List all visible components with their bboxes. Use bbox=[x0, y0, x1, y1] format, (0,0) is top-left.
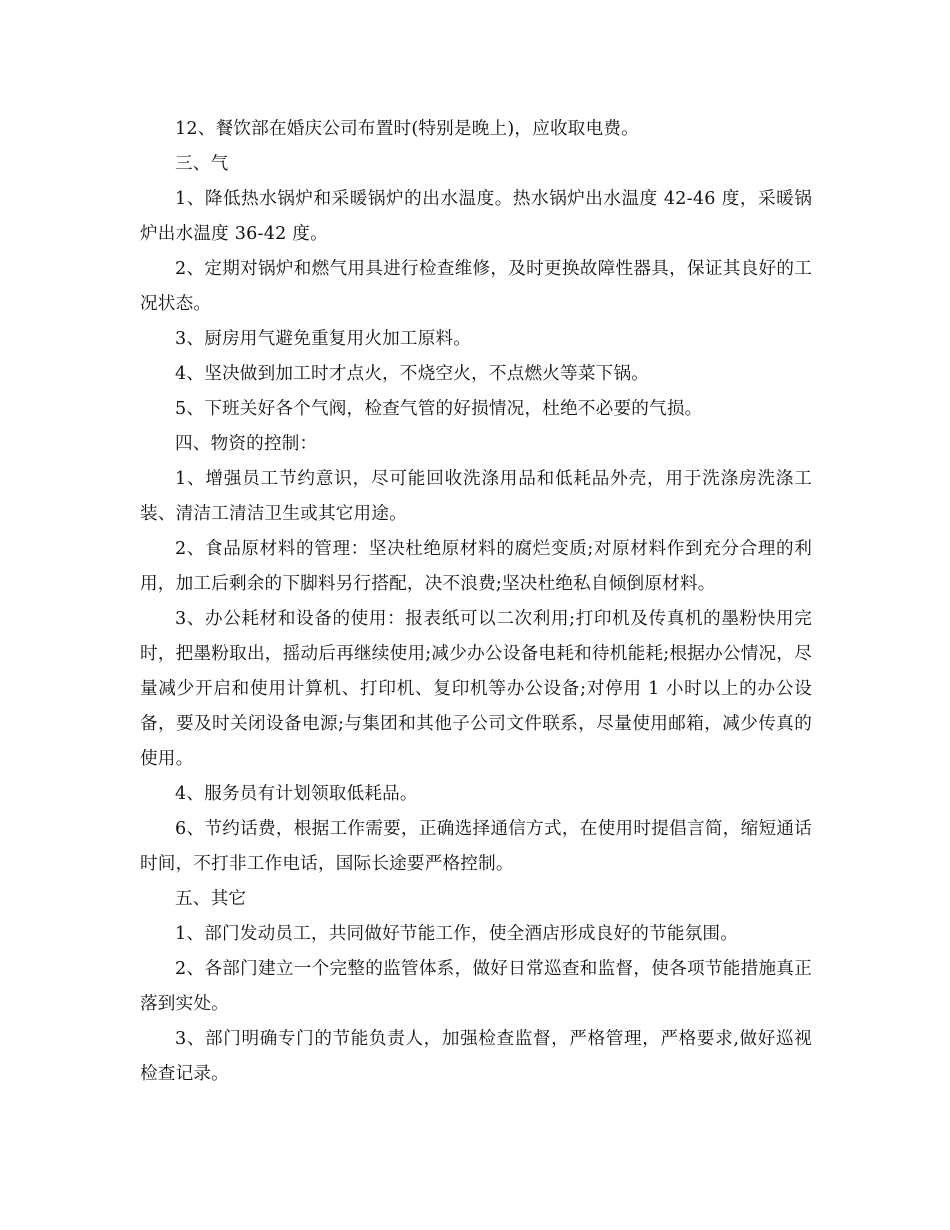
paragraph-materials-3: 3、办公耗材和设备的使用：报表纸可以二次利用;打印机及传真机的墨粉快用完时，把墨粉取出，摇动后再继续使用;减少办公设备电耗和待机能耗;根据办公情况，尽量减少开启和使用计算机、打印机、复印机等办公设备;对停用 1 小时以上的办公设备，要及时关闭设备电源;与集团和其他子公司文件联系，尽量使用邮箱，减少传真的使用。 bbox=[140, 609, 812, 769]
paragraph-other-1: 1、部门发动员工，共同做好节能工作，使全酒店形成良好的节能氛围。 bbox=[175, 924, 739, 944]
paragraph-gas-5: 5、下班关好各个气阀，检查气管的好损情况，杜绝不必要的气损。 bbox=[175, 399, 703, 419]
paragraph-gas-4: 4、坚决做到加工时才点火，不烧空火，不点燃火等菜下锅。 bbox=[175, 364, 650, 384]
document-body bbox=[140, 112, 812, 1092]
section-heading-gas: 三、气 bbox=[175, 154, 229, 174]
section-heading-other: 五、其它 bbox=[175, 889, 247, 909]
paragraph-materials-6: 6、节约话费，根据工作需要，正确选择通信方式，在使用时提倡言简，缩短通话时间，不打非工作电话，国际长途要严格控制。 bbox=[140, 819, 812, 874]
paragraph-materials-4: 4、服务员有计划领取低耗品。 bbox=[175, 784, 418, 804]
paragraph-gas-1: 1、降低热水锅炉和采暖锅炉的出水温度。热水锅炉出水温度 42-46 度，采暖锅炉出水温度 36-42 度。 bbox=[140, 189, 812, 244]
section-heading-materials: 四、物资的控制： bbox=[175, 434, 318, 454]
paragraph-materials-1: 1、增强员工节约意识，尽可能回收洗涤用品和低耗品外壳，用于洗涤房洗涤工装、清洁工清洁卫生或其它用途。 bbox=[140, 469, 812, 524]
paragraph-electricity-fee: 12、餐饮部在婚庆公司布置时(特别是晚上)，应收取电费。 bbox=[175, 119, 639, 139]
paragraph-other-2: 2、各部门建立一个完整的监管体系，做好日常巡查和监督，使各项节能措施真正落到实处。 bbox=[140, 959, 812, 1014]
paragraph-other-3: 3、部门明确专门的节能负责人，加强检查监督，严格管理，严格要求,做好巡视检查记录。 bbox=[140, 1029, 812, 1084]
paragraph-materials-2: 2、食品原材料的管理：坚决杜绝原材料的腐烂变质;对原材料作到充分合理的利用，加工后剩余的下脚料另行搭配，决不浪费;坚决杜绝私自倾倒原材料。 bbox=[140, 539, 812, 594]
paragraph-gas-3: 3、厨房用气避免重复用火加工原料。 bbox=[175, 329, 472, 349]
paragraph-gas-2: 2、定期对锅炉和燃气用具进行检查维修，及时更换故障性器具，保证其良好的工况状态。 bbox=[140, 259, 812, 314]
